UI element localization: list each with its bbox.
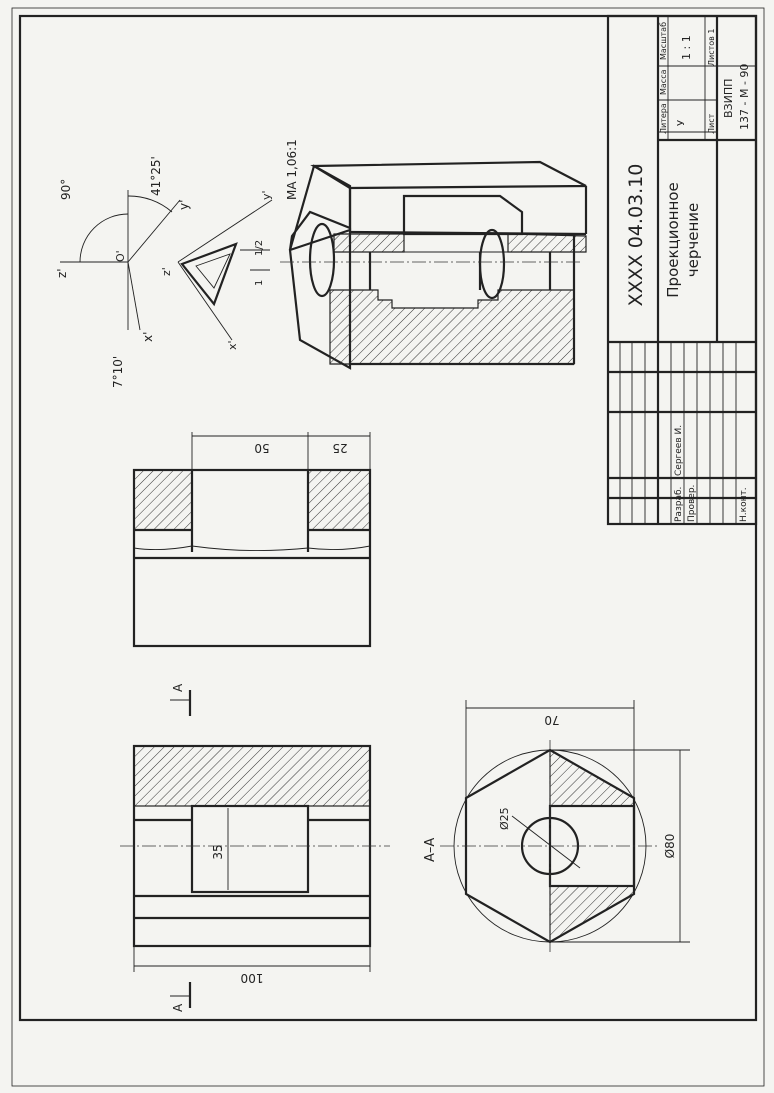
axis-z-label: z' <box>55 268 69 278</box>
dim-25-label: 25 <box>332 441 348 455</box>
col-litera-label: Литера <box>659 103 668 134</box>
axis-y-label: y' <box>177 199 191 210</box>
dim-50-label: 50 <box>254 441 270 455</box>
col-mass-label: Масса <box>659 69 668 95</box>
designation-text: XXXX 04.03.10 <box>625 163 647 307</box>
ratio-one-label: 1 <box>254 279 265 286</box>
litera-value-text: У <box>676 119 687 126</box>
dim-35-label: 35 <box>211 844 225 860</box>
name-line1-text: Проекционное <box>664 182 682 298</box>
angle-top-label: 90° <box>59 178 73 200</box>
scale-value-text: 1 : 1 <box>680 35 693 60</box>
role-developer-label: Разраб. <box>674 486 684 522</box>
sheet-label: Лист <box>707 113 716 134</box>
org-line2-text: 137 - М - 90 <box>738 63 751 130</box>
role-checker-label: Провер. <box>687 484 697 522</box>
developer-name-text: Сергеев И. <box>674 424 684 476</box>
cut-label-top: A <box>171 683 185 692</box>
dim-100-label: 100 <box>240 971 264 985</box>
dim-phi25-label: Ø25 <box>498 807 511 830</box>
sheets-label: Листов 1 <box>707 28 716 66</box>
ratio-half-label: 1/2 <box>254 239 265 256</box>
axis-z2-label: z' <box>160 267 173 276</box>
axis-x2-label: x' <box>226 340 239 350</box>
angle-right-label: 41°25' <box>149 156 163 196</box>
axis-origin-label: O' <box>114 250 127 262</box>
angle-bottom-label: 7°10' <box>111 355 125 388</box>
iso-scale-label: MA 1,06:1 <box>285 139 299 200</box>
axis-x-label: x' <box>141 331 155 342</box>
role-normcontrol-label: Н.конт. <box>739 487 749 522</box>
section-label: A–A <box>423 837 438 862</box>
name-line2-text: черчение <box>684 202 702 278</box>
org-line1-text: ВЗИПП <box>722 78 735 118</box>
dim-phi80-label: Ø80 <box>663 833 677 859</box>
col-scale-label: Масштаб <box>659 21 668 60</box>
cut-label-bottom: A <box>171 1003 185 1012</box>
dim-70-label: 70 <box>544 713 560 727</box>
axis-y2-label: y' <box>260 190 273 200</box>
